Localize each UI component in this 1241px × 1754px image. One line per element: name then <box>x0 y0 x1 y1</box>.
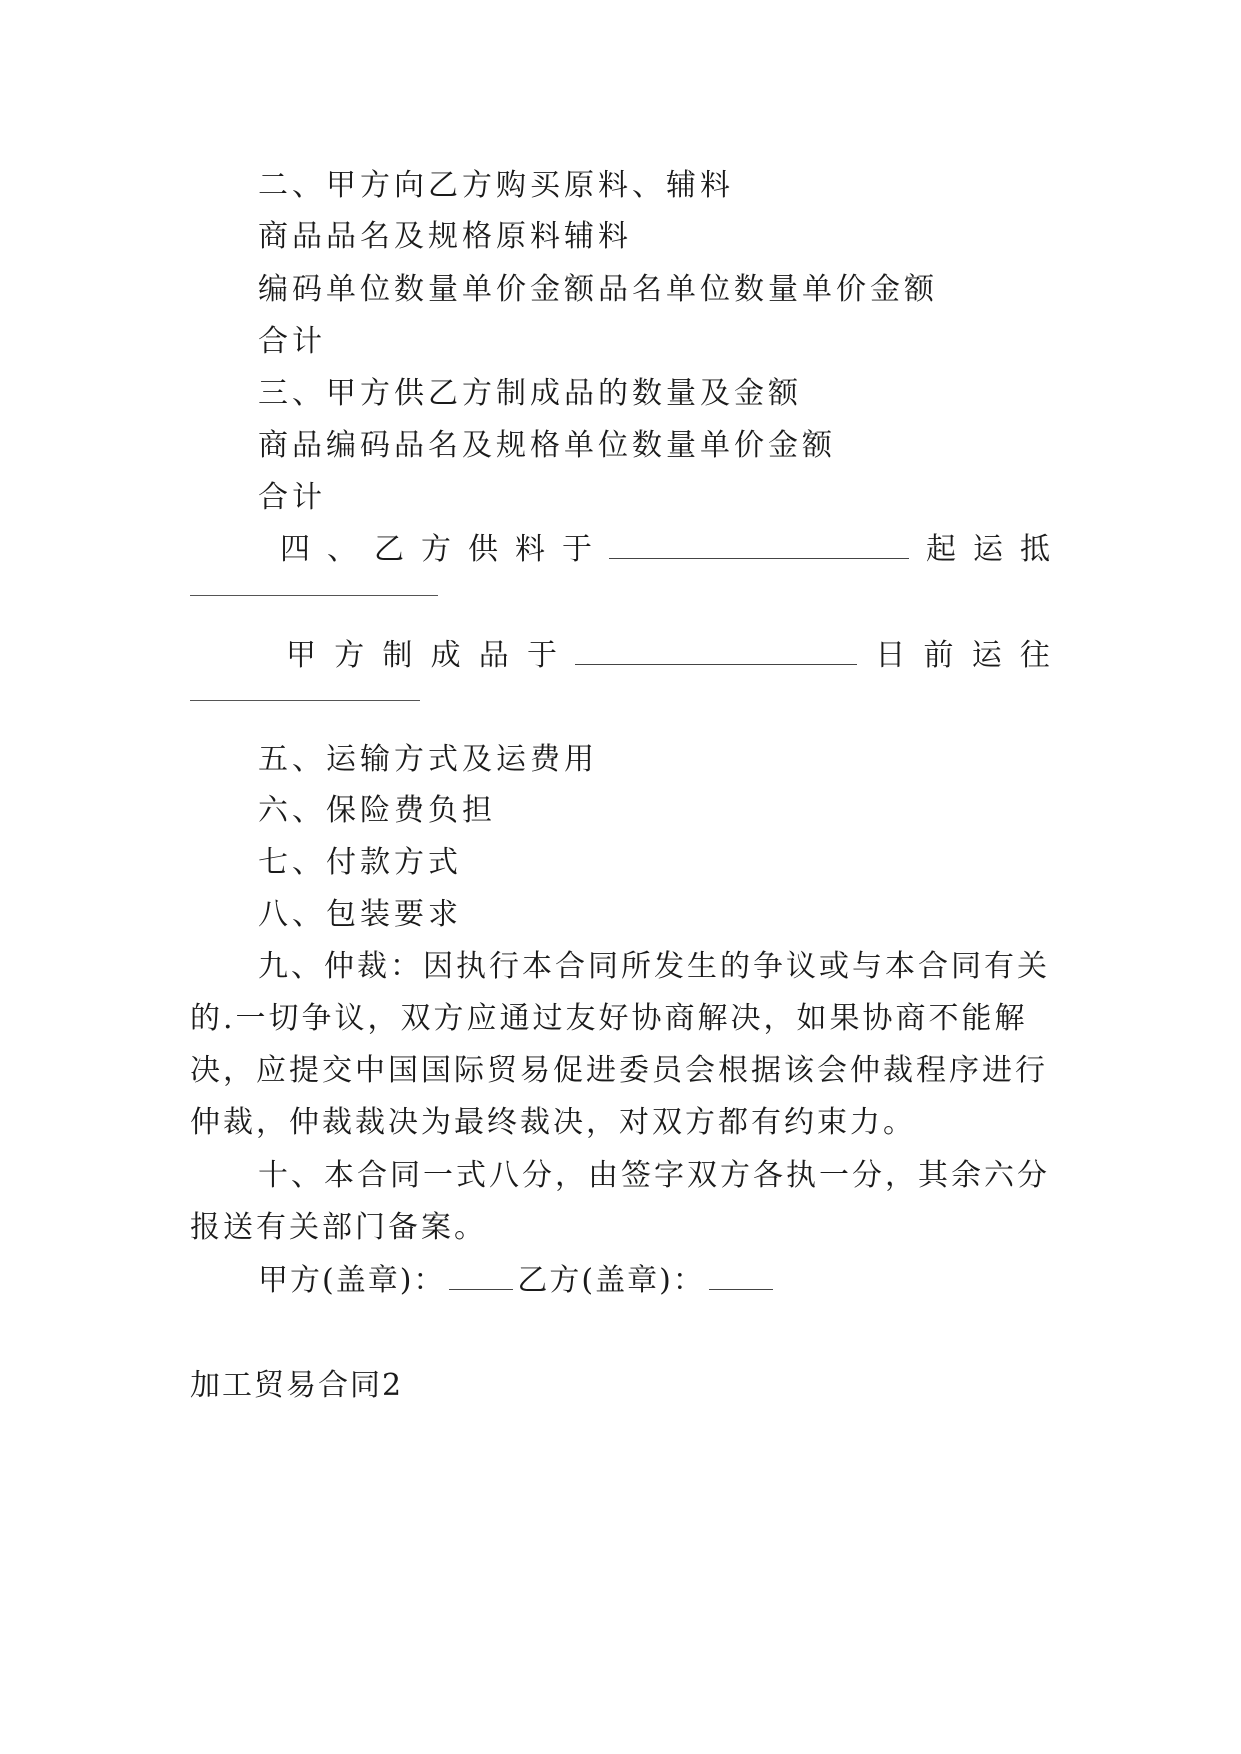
finished-date-blank <box>575 638 857 665</box>
supply-char: 抵 <box>1020 532 1050 567</box>
signature-line <box>258 1261 1118 1301</box>
finished-destination-blank <box>190 700 420 701</box>
party-b-blank <box>709 1263 773 1290</box>
finished-char: 甲 <box>286 638 316 673</box>
supply-char: 乙 <box>374 532 404 567</box>
next-contract-title: 加工贸易合同2 <box>190 1368 404 1403</box>
clause-7: 七、付款方式 <box>258 845 462 880</box>
clause-8: 八、包装要求 <box>258 897 462 932</box>
arbitration-line-1: 九、仲裁：因执行本合同所发生的争议或与本合同有关 <box>258 949 1050 984</box>
party-a-label: 甲方(盖章)： <box>258 1263 446 1298</box>
clause-2-heading: 二、甲方向乙方购买原料、辅料 <box>258 168 734 203</box>
supply-char: 四 <box>280 532 310 567</box>
finished-char: 日 <box>875 638 906 673</box>
copies-line-1: 十、本合同一式八分，由签字双方各执一分，其余六分 <box>258 1158 1050 1193</box>
total-label: 合计 <box>258 324 326 359</box>
clause-4-finished-line <box>286 636 1050 676</box>
table-columns-line-2: 商品编码品名及规格单位数量单价金额 <box>258 428 836 463</box>
finished-char: 制 <box>382 638 413 673</box>
finished-char: 品 <box>478 638 509 673</box>
supply-char: 运 <box>973 532 1003 567</box>
supply-char: 起 <box>926 532 956 567</box>
supply-char: 料 <box>515 532 545 567</box>
clause-5: 五、运输方式及运费用 <box>258 742 598 777</box>
supply-char: 供 <box>468 532 498 567</box>
finished-char: 前 <box>923 638 954 673</box>
clause-3-heading: 三、甲方供乙方制成品的数量及金额 <box>258 376 802 411</box>
finished-char: 运 <box>971 638 1002 673</box>
arbitration-line-3: 决，应提交中国国际贸易促进委员会根据该会仲裁程序进行 <box>190 1053 1048 1088</box>
supply-location-blank <box>609 532 909 559</box>
table-columns-line: 编码单位数量单价金额品名单位数量单价金额 <box>258 272 938 307</box>
total-label-2: 合计 <box>258 480 326 515</box>
finished-char: 成 <box>430 638 461 673</box>
clause-4-supply-line <box>280 530 1050 570</box>
clause-6: 六、保险费负担 <box>258 793 496 828</box>
supply-char: 、 <box>327 532 357 567</box>
finished-char: 方 <box>334 638 365 673</box>
arbitration-line-2: 的.一切争议，双方应通过友好协商解决，如果协商不能解 <box>190 1001 1028 1036</box>
finished-char: 于 <box>526 638 557 673</box>
finished-char: 往 <box>1019 638 1050 673</box>
supply-char: 方 <box>421 532 451 567</box>
supply-destination-blank <box>190 595 438 596</box>
supply-char: 于 <box>562 532 592 567</box>
copies-line-2: 报送有关部门备案。 <box>190 1210 487 1245</box>
party-b-label: 乙方(盖章)： <box>517 1263 705 1298</box>
party-a-blank <box>449 1263 513 1290</box>
table-header-line: 商品品名及规格原料辅料 <box>258 219 632 254</box>
arbitration-line-4: 仲裁，仲裁裁决为最终裁决，对双方都有约束力。 <box>190 1105 916 1140</box>
